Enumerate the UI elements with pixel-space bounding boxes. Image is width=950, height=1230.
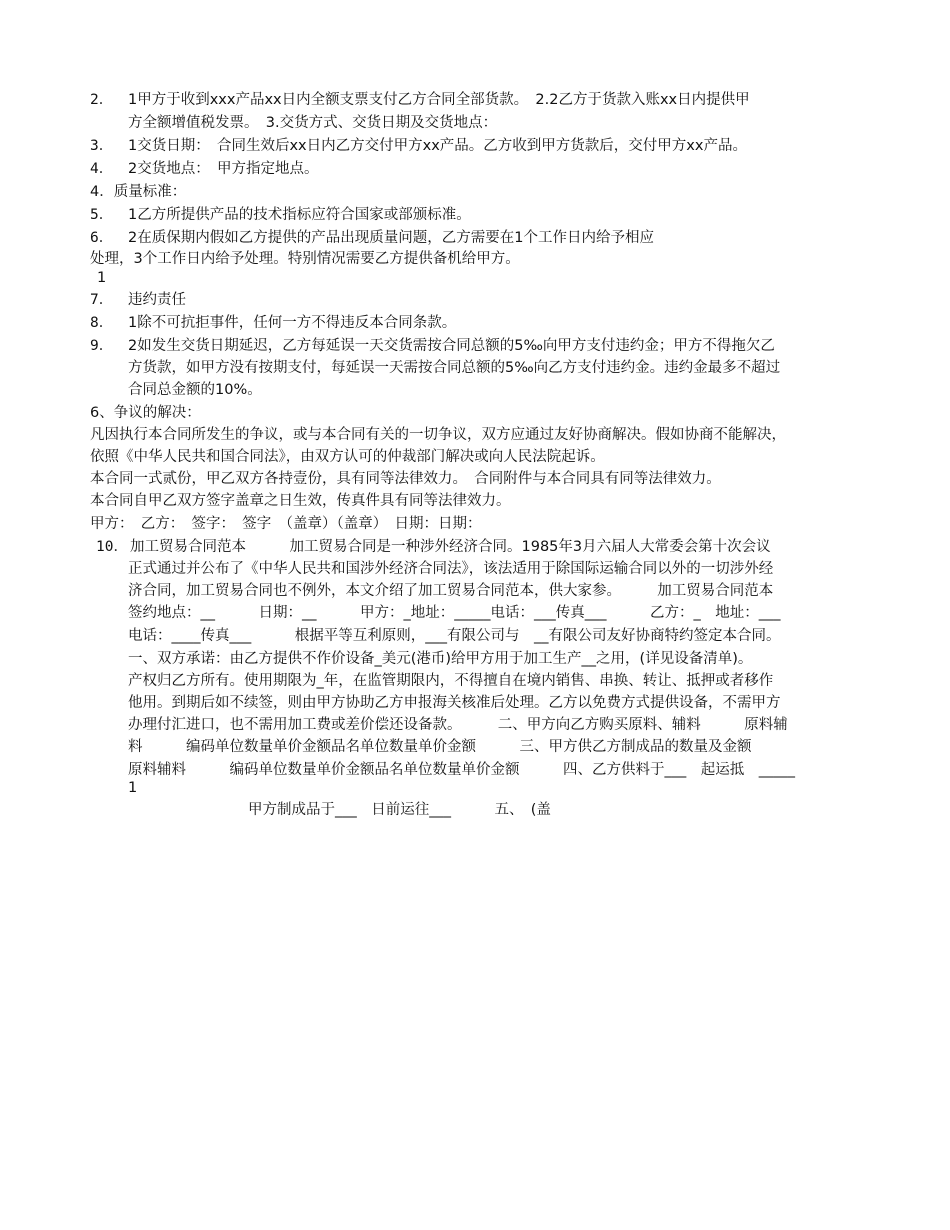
clause-line bbox=[90, 136, 747, 156]
clause-text: 2交货地点： 甲方指定地点。 bbox=[128, 161, 319, 177]
clause-number: 4． bbox=[90, 161, 114, 177]
clause-text: 1乙方所提供产品的技术指标应符合国家或部颁标准。 bbox=[128, 207, 471, 223]
paragraph-line bbox=[90, 469, 721, 489]
paragraph-line bbox=[90, 491, 511, 511]
paragraph-line bbox=[90, 425, 786, 445]
paragraph-line bbox=[128, 626, 781, 646]
clause-line bbox=[90, 90, 750, 110]
clause-line bbox=[90, 290, 186, 310]
clause-text: 加工贸易合同范本 加工贸易合同是一种涉外经济合同。1985年3月六届人大常委会第十次会议 bbox=[130, 539, 771, 555]
clause-text: 正式通过并公布了《中华人民共和国涉外经济合同法》，该法适用于除国际运输合同以外的一切涉外经 bbox=[128, 561, 774, 577]
page-number bbox=[97, 268, 106, 288]
clause-line bbox=[90, 313, 456, 333]
paragraph-line bbox=[128, 671, 773, 691]
clause-text: 2如发生交货日期延迟，乙方每延误一天交货需按合同总额的5‰向甲方支付违约金；甲方不得拖欠乙 bbox=[128, 338, 775, 354]
clause-line bbox=[90, 205, 471, 225]
paragraph-line bbox=[128, 715, 788, 735]
clause-line bbox=[90, 336, 775, 356]
clause-text: 凡因执行本合同所发生的争议，或与本合同有关的一切争议，双方应通过友好协商解决。假如协商不能解决， bbox=[90, 427, 786, 443]
clause-text: 依照《中华人民共和国合同法》，由双方认可的仲裁部门解决或向人民法院起诉。 bbox=[90, 449, 605, 465]
page-number-text: 1 bbox=[128, 780, 138, 796]
paragraph-line bbox=[128, 760, 795, 780]
clause-text: 处理，3个工作日内给予处理。特别情况需要乙方提供备机给甲方。 bbox=[90, 251, 520, 267]
clause-text: 甲方制成品于___ 日前运往___ 五、 (盖 bbox=[248, 802, 551, 818]
clause-text: 原料辅料 编码单位数量单价金额品名单位数量单价金额 四、乙方供料于___ 起运抵 _____ bbox=[128, 762, 795, 778]
clause-text: 本合同一式贰份，甲乙双方各持壹份，具有同等法律效力。 合同附件与本合同具有同等法律效力。 bbox=[90, 471, 721, 487]
paragraph-line bbox=[128, 559, 773, 579]
clause-text: 他用。到期后如不续签，则由甲方协助乙方申报海关核准后处理。乙方以免费方式提供设备，不需甲方 bbox=[128, 695, 781, 711]
clause-text: 1交货日期： 合同生效后xx日内乙方交付甲方xx产品。乙方收到甲方货款后，交付甲方xx产品。 bbox=[128, 138, 747, 154]
paragraph-line bbox=[128, 649, 752, 669]
paragraph-line bbox=[128, 603, 781, 623]
clause-number: 2． bbox=[90, 92, 114, 108]
page-number-text: 1 bbox=[97, 270, 107, 286]
clause-text: 本合同自甲乙双方签字盖章之日生效，传真件具有同等法律效力。 bbox=[90, 493, 511, 509]
clause-text: 产权归乙方所有。使用期限为_年，在监管期限内，不得擅自在境内销售、串换、转让、抵押或者移作 bbox=[128, 673, 774, 689]
clause-text: 违约责任 bbox=[128, 292, 186, 308]
clause-text: 办理付汇进口，也不需用加工费或差价偿还设备款。 二、甲方向乙方购买原料、辅料 原料辅 bbox=[128, 717, 788, 733]
clause-number: 5． bbox=[90, 207, 114, 223]
clause-line bbox=[90, 228, 654, 248]
clause-text: 1甲方于收到xxx产品xx日内全额支票支付乙方合同全部货款。 2.2乙方于货款入账xx日内提供甲 bbox=[128, 92, 750, 108]
clause-text: 2在质保期内假如乙方提供的产品出现质量问题，乙方需要在1个工作日内给予相应 bbox=[128, 230, 654, 246]
paragraph-line bbox=[248, 800, 551, 820]
clause-line bbox=[128, 358, 780, 378]
clause-number: 6． bbox=[90, 230, 114, 246]
clause-text: 4．质量标准： bbox=[90, 184, 187, 200]
clause-number: 7． bbox=[90, 292, 114, 308]
clause-line bbox=[128, 380, 262, 400]
clause-number: 10． bbox=[96, 539, 128, 555]
clause-text: 一、双方承诺：由乙方提供不作价设备_美元(港币)给甲方用于加工生产__之用，(详见设备清单)。 bbox=[128, 651, 753, 667]
paragraph-line bbox=[90, 447, 605, 467]
clause-text: 签约地点：__ 日期：__ 甲方：_地址：_____电话：___传真___ 乙方：_ 地址：___ bbox=[128, 605, 781, 621]
clause-number: 8． bbox=[90, 315, 114, 331]
clause-text: 电话：____传真___ 根据平等互利原则，___有限公司与 __有限公司友好协商特约签定本合同。 bbox=[128, 628, 781, 644]
clause-line bbox=[128, 113, 497, 133]
clause-text: 方货款，如甲方没有按期支付，每延误一天需按合同总额的5‰向乙方支付违约金。违约金最多不超过 bbox=[128, 360, 781, 376]
clause-line bbox=[96, 537, 771, 557]
clause-number: 9． bbox=[90, 338, 114, 354]
section-heading bbox=[90, 403, 201, 423]
clause-text: 甲方： 乙方： 签字： 签字 （盖章）（盖章） 日期：日期： bbox=[90, 516, 482, 532]
clause-text: 济合同，加工贸易合同也不例外，本文介绍了加工贸易合同范本，供大家参。 加工贸易合同范本 bbox=[128, 583, 774, 599]
clause-text: 1除不可抗拒事件，任何一方不得违反本合同条款。 bbox=[128, 315, 457, 331]
section-heading bbox=[90, 182, 186, 202]
clause-text: 料 编码单位数量单价金额品名单位数量单价金额 三、甲方供乙方制成品的数量及金额 bbox=[128, 739, 752, 755]
paragraph-line bbox=[128, 581, 773, 601]
clause-line bbox=[90, 159, 318, 179]
clause-text: 合同总金额的10%。 bbox=[128, 382, 262, 398]
paragraph-line bbox=[128, 693, 781, 713]
signature-line bbox=[90, 514, 482, 534]
clause-number: 3． bbox=[90, 138, 114, 154]
page-number bbox=[128, 778, 137, 798]
clause-text: 方全额增值税发票。 3.交货方式、交货日期及交货地点： bbox=[128, 115, 498, 131]
clause-text: 6、争议的解决： bbox=[90, 405, 201, 421]
clause-line bbox=[90, 249, 520, 269]
paragraph-line bbox=[128, 737, 752, 757]
